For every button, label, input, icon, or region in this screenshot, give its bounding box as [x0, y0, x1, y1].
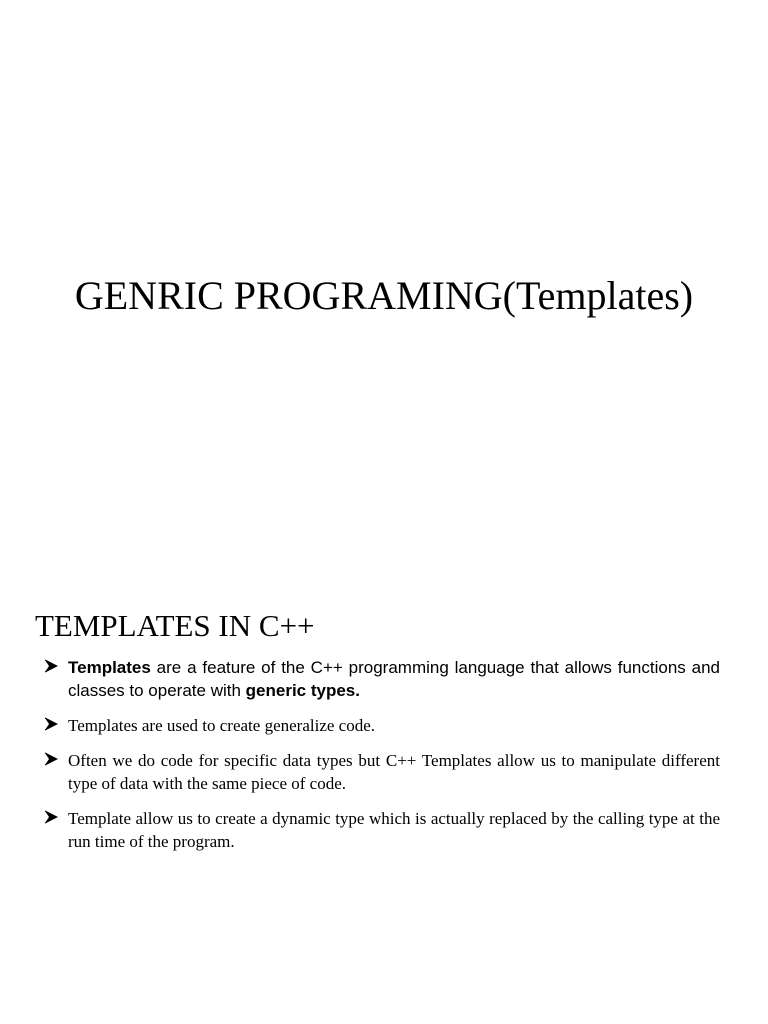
section-heading: TEMPLATES IN C++	[35, 608, 315, 643]
list-item	[44, 807, 720, 853]
bullet-text: Templates are used to create generalize code.	[68, 716, 375, 735]
page-title: GENRIC PROGRAMING(Templates)	[74, 273, 694, 318]
bullet-text: Often we do code for specific data types but C++ Templates allow us to manipulate different type of data with the same piece of code.	[68, 751, 720, 793]
bullet-list	[44, 656, 720, 865]
arrowhead-bullet-icon	[44, 717, 58, 731]
bullet-text-mid: are a feature of the C++ programming language that allows functions and classes to operate with	[68, 658, 720, 700]
bold-term: generic types.	[245, 681, 360, 700]
arrowhead-bullet-icon	[44, 659, 58, 673]
arrowhead-bullet-icon	[44, 810, 58, 824]
arrowhead-bullet-icon	[44, 752, 58, 766]
bullet-text: Template allow us to create a dynamic type which is actually replaced by the calling type at the run time of the program.	[68, 809, 720, 851]
list-item	[44, 714, 720, 737]
bold-term: Templates	[68, 658, 151, 677]
bullet-text	[68, 656, 720, 702]
list-item	[44, 656, 720, 702]
list-item	[44, 749, 720, 795]
